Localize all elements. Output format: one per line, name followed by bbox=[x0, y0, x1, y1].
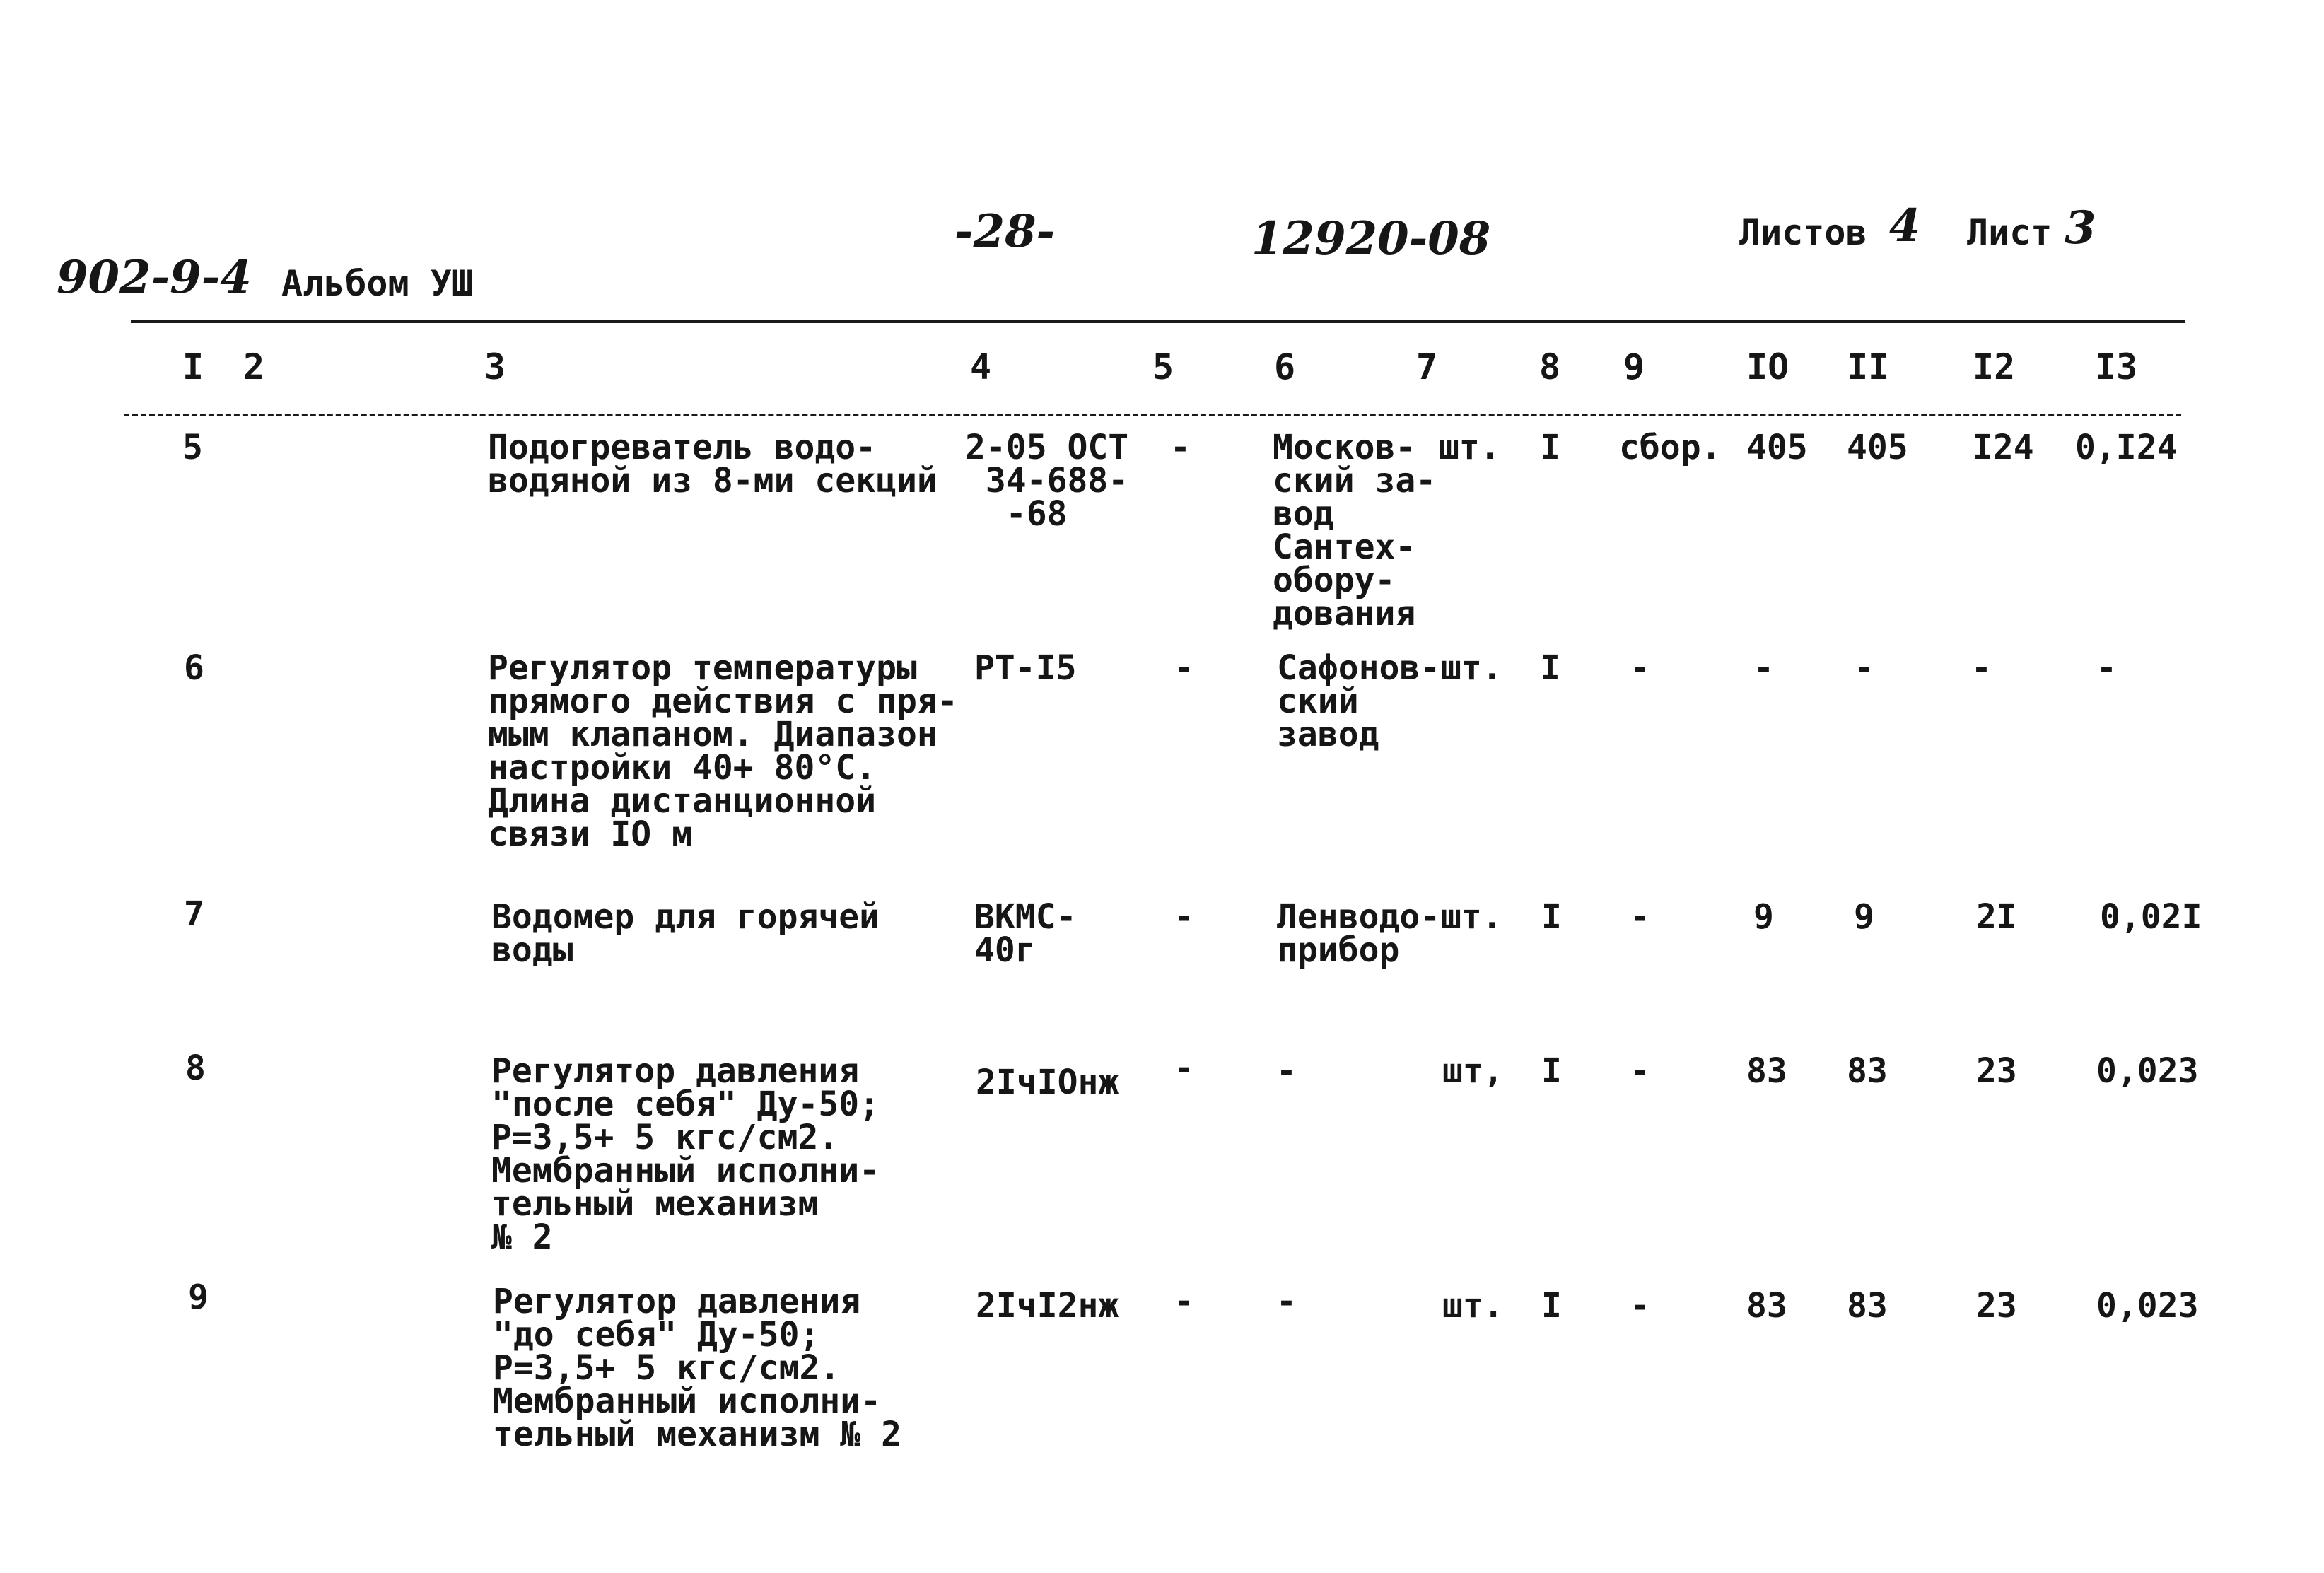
column-10-value: 405 bbox=[1746, 428, 1808, 467]
item-type: 2IчIOнж bbox=[976, 1063, 1119, 1102]
column-11-value: 405 bbox=[1847, 428, 1908, 467]
unit: шт. bbox=[1439, 428, 1500, 467]
column-9-value: - bbox=[1630, 648, 1650, 688]
unit: шт. bbox=[1441, 648, 1502, 688]
position-number: 5 bbox=[182, 428, 203, 467]
manufacturer: - bbox=[1276, 1282, 1297, 1321]
column-10-value: 83 bbox=[1746, 1286, 1787, 1326]
column-10-value: 83 bbox=[1746, 1051, 1787, 1091]
column-10-value: 9 bbox=[1753, 897, 1774, 937]
position-number: 9 bbox=[188, 1277, 209, 1317]
column-5-value: - bbox=[1174, 1282, 1194, 1321]
column-number: I3 bbox=[2095, 346, 2138, 387]
document-code: 902-9-4 bbox=[57, 251, 252, 304]
column-11-value: 9 bbox=[1854, 897, 1874, 937]
quantity: I bbox=[1540, 428, 1560, 467]
column-11-value: 83 bbox=[1847, 1286, 1888, 1326]
sheets-value: 4 bbox=[1889, 199, 1921, 252]
manufacturer: - bbox=[1276, 1051, 1297, 1091]
sheet-label: Лист bbox=[1967, 212, 2053, 253]
item-type: ВКМС- 40г bbox=[974, 897, 1077, 970]
quantity: I bbox=[1541, 1051, 1562, 1091]
archive-number: 12920-08 bbox=[1251, 212, 1491, 265]
column-9-value: сбор. bbox=[1619, 428, 1722, 467]
column-12-value: - bbox=[1971, 648, 1992, 688]
quantity: I bbox=[1540, 648, 1560, 688]
column-number: 6 bbox=[1274, 346, 1296, 387]
column-9-value: - bbox=[1630, 897, 1650, 937]
column-12-value: 2I bbox=[1976, 897, 2017, 937]
quantity: I bbox=[1541, 1286, 1562, 1326]
position-number: 7 bbox=[184, 894, 204, 934]
column-number: IO bbox=[1746, 346, 1789, 387]
page-number: -28- bbox=[954, 205, 1056, 258]
header-bottom-rule bbox=[124, 414, 2181, 416]
column-9-value: - bbox=[1630, 1286, 1650, 1326]
item-name: Подогреватель водо- водяной из 8-ми секций bbox=[488, 428, 938, 501]
item-type: РТ-I5 bbox=[974, 648, 1077, 688]
column-13-value: 0,02I bbox=[2100, 897, 2202, 937]
manufacturer: Москов- ский за- вод Сантех- обору- дования bbox=[1273, 428, 1437, 633]
header-top-rule bbox=[131, 320, 2185, 323]
position-number: 8 bbox=[185, 1048, 206, 1088]
unit: шт, bbox=[1442, 1051, 1504, 1091]
column-number: 8 bbox=[1539, 346, 1561, 387]
column-13-value: 0,023 bbox=[2096, 1051, 2199, 1091]
sheet-value: 3 bbox=[2065, 201, 2096, 255]
column-number: 5 bbox=[1152, 346, 1174, 387]
item-name: Регулятор давления "после себя" Ду-50; Р=3,5+ 5 кгс/см2. Мембранный исполни- тельный механизм № 2 bbox=[491, 1051, 880, 1257]
column-number: 4 bbox=[970, 346, 992, 387]
column-number: I bbox=[182, 346, 204, 387]
unit: шт. bbox=[1441, 897, 1502, 937]
album-label: Альбом УШ bbox=[281, 263, 473, 304]
column-number: II bbox=[1847, 346, 1890, 387]
column-13-value: 0,023 bbox=[2096, 1286, 2199, 1326]
column-number: 9 bbox=[1623, 346, 1645, 387]
item-name: Водомер для горячей воды bbox=[491, 897, 880, 970]
column-5-value: - bbox=[1174, 1048, 1194, 1088]
column-13-value: 0,I24 bbox=[2075, 428, 2178, 467]
item-name: Регулятор давления "до себя" Ду-50; Р=3,5+ 5 кгс/см2. Мембранный исполни- тельный механизм № 2 bbox=[493, 1282, 901, 1454]
column-5-value: - bbox=[1174, 897, 1194, 937]
column-number: 3 bbox=[484, 346, 506, 387]
item-type: 2-05 ОСТ 34-688- -68 bbox=[965, 428, 1129, 534]
column-9-value: - bbox=[1630, 1051, 1650, 1091]
column-5-value: - bbox=[1174, 648, 1194, 688]
column-12-value: 23 bbox=[1976, 1051, 2017, 1091]
column-13-value: - bbox=[2096, 648, 2117, 688]
column-11-value: - bbox=[1854, 648, 1874, 688]
column-11-value: 83 bbox=[1847, 1051, 1888, 1091]
column-12-value: 23 bbox=[1976, 1286, 2017, 1326]
column-number: 2 bbox=[243, 346, 265, 387]
item-type: 2IчI2нж bbox=[976, 1286, 1119, 1326]
sheets-label: Листов bbox=[1739, 212, 1867, 253]
quantity: I bbox=[1541, 897, 1562, 937]
manufacturer: Сафонов- ский завод bbox=[1277, 648, 1441, 754]
column-number: I2 bbox=[1973, 346, 2016, 387]
position-number: 6 bbox=[184, 648, 204, 688]
manufacturer: Ленводо- прибор bbox=[1277, 897, 1441, 970]
column-10-value: - bbox=[1753, 648, 1774, 688]
column-number: 7 bbox=[1416, 346, 1438, 387]
item-name: Регулятор температуры прямого действия с пря- мым клапаном. Диапазон настройки 40+ 80°С. Длина дистанционной связи IO м bbox=[488, 648, 958, 854]
column-12-value: I24 bbox=[1973, 428, 2034, 467]
unit: шт. bbox=[1442, 1286, 1504, 1326]
column-5-value: - bbox=[1170, 428, 1191, 467]
